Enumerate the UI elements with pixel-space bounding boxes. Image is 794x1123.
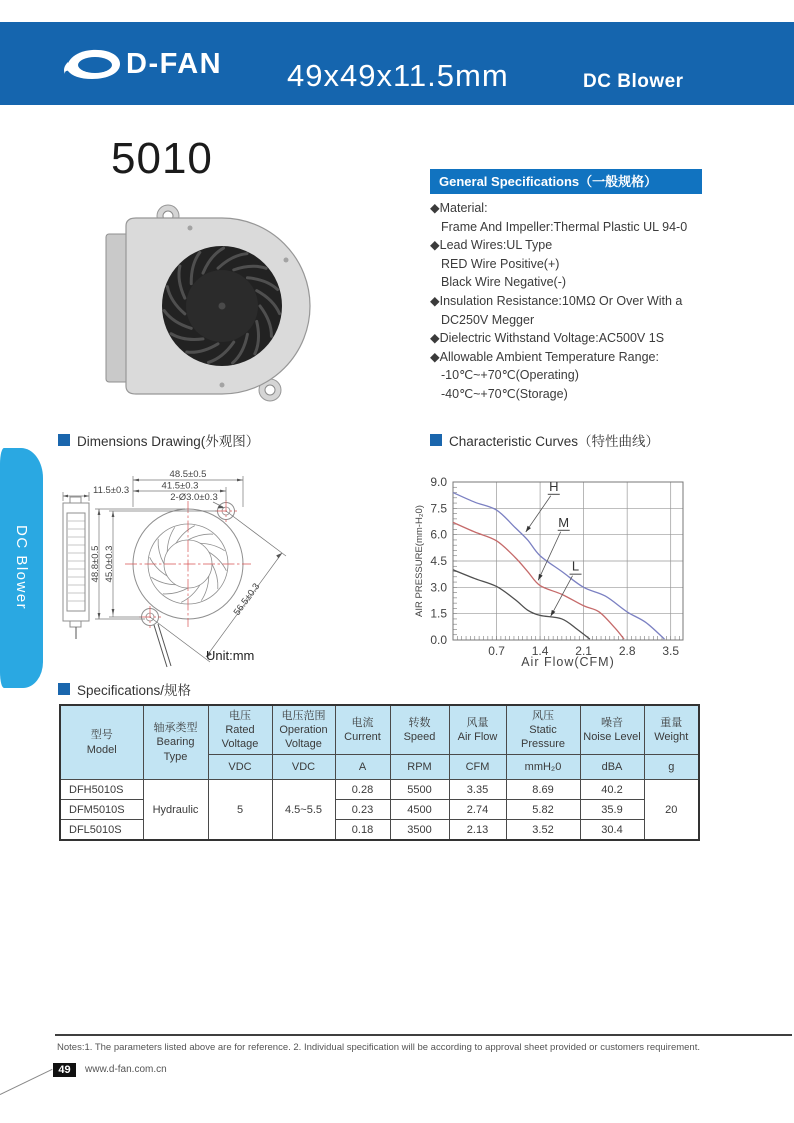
cell-model: DFM5010S	[60, 800, 143, 820]
cell-speed: 3500	[390, 820, 449, 841]
col-operation-voltage: 电压范围 Operation Voltage	[272, 705, 335, 755]
cell-current: 0.23	[335, 800, 390, 820]
table-row	[60, 780, 699, 800]
col-weight: 重量 Weight	[644, 705, 699, 755]
cell-operation-voltage: 4.5~5.5	[272, 780, 335, 841]
cell-model: DFH5010S	[60, 780, 143, 800]
blue-square-bullet-icon	[58, 683, 70, 695]
dim-label: 48.8±0.5	[90, 545, 101, 583]
svg-text:7.5: 7.5	[430, 501, 447, 516]
cell-pressure: 5.82	[506, 800, 580, 820]
dim-label: 56.5±0.3	[231, 581, 263, 618]
product-category: DC Blower	[583, 71, 684, 92]
product-photo	[72, 196, 332, 408]
svg-text:0.7: 0.7	[488, 644, 505, 658]
cell-air-flow: 2.74	[449, 800, 506, 820]
spec-line: RED Wire Positive(+)	[441, 256, 560, 271]
corner-line	[0, 1069, 52, 1095]
svg-text:2.8: 2.8	[618, 644, 636, 658]
col-model: 型号 Model	[60, 705, 143, 780]
cell-current: 0.18	[335, 820, 390, 841]
svg-text:0.0: 0.0	[430, 633, 447, 647]
brand-name: D-FAN	[126, 47, 223, 80]
website-url: www.d-fan.com.cn	[85, 1064, 167, 1075]
cell-bearing: Hydraulic	[143, 780, 208, 841]
col-speed: 转数 Speed	[390, 705, 449, 755]
general-specs-header: General Specifications（一般规格）	[430, 169, 702, 194]
table-header-row	[60, 705, 699, 755]
unit-cell: VDC	[208, 755, 272, 780]
col-current: 电流 Current	[335, 705, 390, 755]
cell-noise: 30.4	[580, 820, 644, 841]
cell-rated-voltage: 5	[208, 780, 272, 841]
dimensions-drawing	[57, 467, 392, 682]
page-number-badge: 49	[53, 1063, 76, 1077]
svg-text:2.1: 2.1	[575, 644, 592, 658]
spec-line: Frame And Impeller:Thermal Plastic UL 94-0	[441, 219, 688, 234]
col-noise: 噪音 Noise Level	[580, 705, 644, 755]
svg-text:3.5: 3.5	[662, 644, 680, 658]
unit-cell: mmH₂0	[506, 755, 580, 780]
product-size-title: 49x49x11.5mm	[287, 58, 509, 93]
cell-weight: 20	[644, 780, 699, 841]
dim-label: 45.0±0.3	[104, 545, 115, 583]
dimensions-section-title	[58, 430, 259, 450]
dim-label: 11.5±0.3	[93, 485, 130, 496]
spec-line: ◆Lead Wires:UL Type	[430, 238, 553, 253]
col-air-flow: 风量 Air Flow	[449, 705, 506, 755]
dim-label: 2-Ø3.0±0.3	[170, 492, 218, 503]
svg-text:Air Flow(CFM): Air Flow(CFM)	[521, 655, 615, 669]
cell-noise: 35.9	[580, 800, 644, 820]
col-static-pressure: 风压 Static Pressure	[506, 705, 580, 755]
brand-logo	[62, 43, 222, 85]
cell-pressure: 3.52	[506, 820, 580, 841]
unit-cell: VDC	[272, 755, 335, 780]
cell-speed: 5500	[390, 780, 449, 800]
cell-noise: 40.2	[580, 780, 644, 800]
spec-line: -40℃~+70℃(Storage)	[441, 386, 568, 401]
unit-note: Unit:mm	[206, 648, 255, 663]
svg-text:4.5: 4.5	[430, 554, 447, 568]
y-axis-label: AIR PRESSURE(mm-H₂0)	[414, 505, 425, 617]
svg-text:1.4: 1.4	[531, 644, 549, 658]
spec-line: -10℃~+70℃(Operating)	[441, 368, 579, 383]
cell-air-flow: 3.35	[449, 780, 506, 800]
cell-pressure: 8.69	[506, 780, 580, 800]
side-tab-label: DC Blower	[13, 525, 30, 611]
spec-line: ◆Material:	[430, 201, 488, 215]
spec-line: DC250V Megger	[441, 312, 535, 327]
spec-line: Black Wire Negative(-)	[441, 275, 567, 290]
svg-text:L: L	[571, 558, 580, 574]
characteristic-curves-chart	[412, 468, 790, 670]
cell-model: DFL5010S	[60, 820, 143, 841]
svg-text:6.0: 6.0	[430, 527, 447, 542]
dim-label: 48.5±0.5	[169, 469, 207, 480]
model-number: 5010	[111, 134, 213, 183]
svg-text:M: M	[558, 514, 570, 530]
unit-cell: CFM	[449, 755, 506, 780]
col-bearing: 轴承类型 Bearing Type	[143, 705, 208, 780]
spec-line: ◆Allowable Ambient Temperature Range:	[430, 349, 659, 364]
general-specs-list	[430, 199, 750, 404]
unit-cell: dBA	[580, 755, 644, 780]
spec-line: ◆Insulation Resistance:10MΩ Or Over With a	[430, 293, 683, 308]
header-bar	[0, 22, 794, 105]
specifications-section-title	[58, 679, 191, 699]
dim-label: 41.5±0.3	[161, 480, 199, 492]
unit-cell: g	[644, 755, 699, 780]
svg-text:H: H	[549, 478, 559, 494]
footer-notes: Notes:1. The parameters listed above are for reference. 2. Individual specification will be according to approval sheet provided or customers requirement.	[57, 1042, 700, 1053]
unit-cell: A	[335, 755, 390, 780]
blue-square-bullet-icon	[58, 434, 70, 446]
section-title-text: Specifications/规格	[77, 683, 192, 698]
unit-cell: RPM	[390, 755, 449, 780]
specifications-table	[59, 704, 700, 841]
cell-speed: 4500	[390, 800, 449, 820]
fan-swoosh-icon	[62, 43, 124, 85]
svg-text:9.0: 9.0	[430, 475, 447, 489]
footer-rule	[55, 1034, 792, 1036]
svg-text:3.0: 3.0	[430, 580, 447, 595]
section-title-text: Dimensions Drawing(外观图）	[77, 434, 260, 449]
svg-text:1.5: 1.5	[430, 606, 447, 621]
blue-square-bullet-icon	[430, 434, 442, 446]
cell-current: 0.28	[335, 780, 390, 800]
side-tab-dc-blower	[0, 448, 43, 688]
section-title-text: Characteristic Curves（特性曲线）	[449, 434, 660, 449]
col-rated-voltage: 电压 Rated Voltage	[208, 705, 272, 755]
curves-section-title	[430, 430, 659, 450]
spec-line: ◆Dielectric Withstand Voltage:AC500V 1S	[430, 331, 665, 346]
cell-air-flow: 2.13	[449, 820, 506, 841]
